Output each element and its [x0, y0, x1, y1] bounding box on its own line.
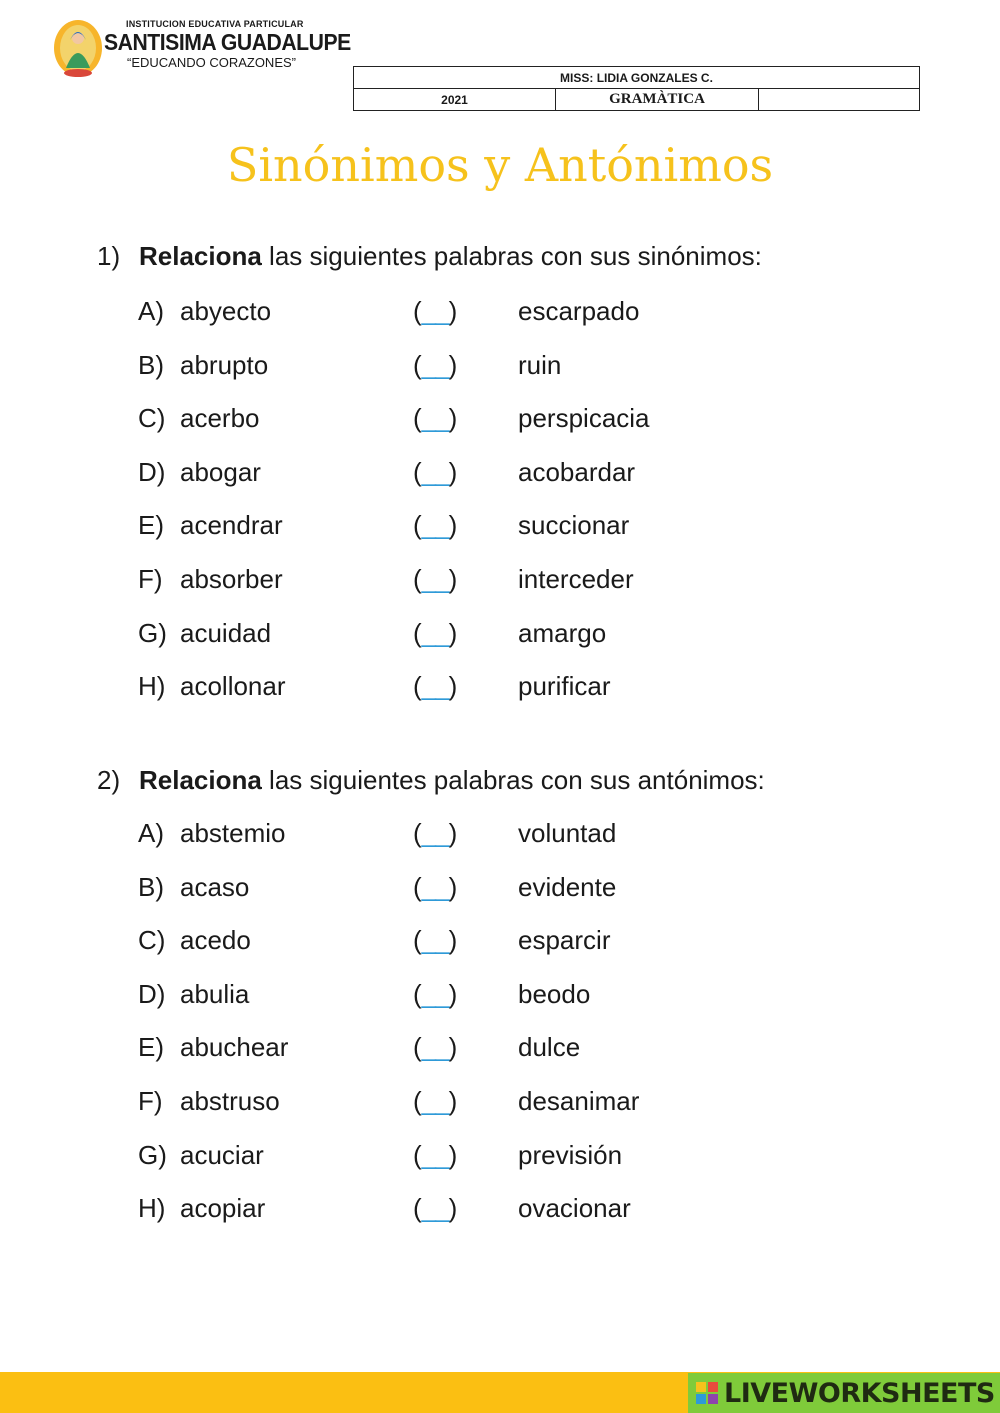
answer-blank[interactable]	[413, 872, 457, 903]
blank-line: __	[421, 456, 449, 487]
row-letter: F)	[138, 1085, 163, 1116]
answer-blank[interactable]	[413, 671, 457, 702]
blank-line: __	[421, 617, 449, 648]
answer-blank[interactable]	[413, 618, 457, 649]
row-option: ruin	[518, 349, 562, 380]
row-word: acopiar	[180, 1193, 266, 1224]
blank-close: )	[448, 925, 458, 956]
blank-open: (	[413, 1139, 422, 1170]
row-option: purificar	[518, 671, 611, 702]
liveworksheets-brand: LIVEWORKSHEETS	[724, 1377, 995, 1409]
question-text: las siguientes palabras con sus antónimos:	[261, 765, 765, 795]
row-word: abstemio	[180, 818, 286, 848]
answer-blank[interactable]	[413, 1086, 457, 1117]
blank-line: __	[421, 1139, 449, 1170]
answer-blank[interactable]	[413, 925, 457, 956]
blank-close: )	[448, 563, 458, 594]
answer-blank[interactable]	[413, 296, 457, 327]
match-row	[138, 818, 858, 872]
row-word: abulia	[180, 978, 250, 1009]
row-letter: A)	[138, 296, 164, 326]
match-row	[138, 1086, 858, 1140]
blank-line: __	[421, 563, 449, 594]
row-word: abrupto	[180, 349, 269, 380]
antonym-list	[138, 818, 858, 1247]
row-letter: D)	[138, 978, 166, 1009]
blank-open: (	[413, 671, 422, 702]
answer-blank[interactable]	[413, 350, 457, 381]
question-1	[97, 241, 762, 272]
row-letter: B)	[138, 871, 164, 902]
blank-close: )	[448, 456, 458, 487]
match-row	[138, 618, 858, 672]
match-row	[138, 1140, 858, 1194]
blank-line: __	[421, 871, 449, 902]
row-option: interceder	[518, 563, 634, 594]
row-letter: G)	[138, 1139, 167, 1170]
row-word: abuchear	[180, 1032, 289, 1063]
blank-close: )	[448, 1139, 458, 1170]
blank-open: (	[413, 349, 422, 380]
blank-close: )	[448, 818, 458, 848]
row-option: ovacionar	[518, 1193, 631, 1224]
liveworksheets-badge[interactable]	[688, 1373, 1000, 1413]
answer-blank[interactable]	[413, 818, 457, 849]
blank-open: (	[413, 1085, 422, 1116]
question-number: 2)	[97, 765, 121, 795]
answer-blank[interactable]	[413, 1140, 457, 1171]
match-row	[138, 872, 858, 926]
blank-close: )	[448, 978, 458, 1009]
row-word: acedo	[180, 925, 251, 956]
row-option: voluntad	[518, 818, 617, 848]
match-row	[138, 510, 858, 564]
header-info-table	[353, 66, 920, 111]
blank-close: )	[448, 671, 458, 702]
blank-open: (	[413, 1193, 422, 1224]
row-letter: E)	[138, 1032, 164, 1063]
answer-blank[interactable]	[413, 403, 457, 434]
blank-open: (	[413, 563, 422, 594]
blank-close: )	[448, 1032, 458, 1063]
blank-close: )	[448, 510, 458, 541]
school-type: INSTITUCION EDUCATIVA PARTICULAR	[126, 19, 304, 29]
row-letter: H)	[138, 1193, 166, 1224]
answer-blank[interactable]	[413, 979, 457, 1010]
blank-line: __	[421, 1085, 449, 1116]
match-row	[138, 925, 858, 979]
blank-open: (	[413, 818, 422, 848]
question-bold: Relaciona	[139, 765, 262, 795]
answer-blank[interactable]	[413, 1193, 457, 1224]
blank-open: (	[413, 510, 422, 541]
answer-blank[interactable]	[413, 1032, 457, 1063]
row-option: desanimar	[518, 1085, 640, 1116]
question-text: las siguientes palabras con sus sinónimos:	[261, 241, 762, 271]
blank-open: (	[413, 617, 422, 648]
synonym-list	[138, 296, 858, 725]
blank-line: __	[421, 1032, 449, 1063]
row-word: abyecto	[180, 296, 272, 326]
row-option: perspicacia	[518, 403, 650, 434]
blank-close: )	[448, 1193, 458, 1224]
match-row	[138, 296, 858, 350]
page-title: Sinónimos y Antónimos	[226, 138, 774, 192]
row-word: acerbo	[180, 403, 260, 434]
row-word: absorber	[180, 563, 283, 594]
row-word: acuciar	[180, 1139, 264, 1170]
blank-line: __	[421, 978, 449, 1009]
row-option: beodo	[518, 978, 591, 1009]
blank-line: __	[421, 818, 449, 848]
row-word: abogar	[180, 456, 261, 487]
question-number: 1)	[97, 241, 121, 271]
blank-line: __	[421, 296, 449, 326]
row-option: esparcir	[518, 925, 611, 956]
match-row	[138, 350, 858, 404]
blank-close: )	[448, 617, 458, 648]
blank-line: __	[421, 1193, 449, 1224]
answer-blank[interactable]	[413, 510, 457, 541]
match-row	[138, 403, 858, 457]
question-bold: Relaciona	[139, 241, 262, 271]
year-cell: 2021	[354, 89, 556, 111]
row-letter: G)	[138, 617, 167, 648]
blank-close: )	[448, 296, 458, 326]
row-option: acobardar	[518, 456, 636, 487]
row-word: acollonar	[180, 671, 286, 702]
blank-open: (	[413, 871, 422, 902]
question-2	[97, 765, 765, 796]
answer-blank[interactable]	[413, 564, 457, 595]
row-option: previsión	[518, 1139, 623, 1170]
row-option: escarpado	[518, 296, 640, 326]
empty-cell	[759, 89, 920, 111]
row-option: succionar	[518, 510, 630, 541]
blank-close: )	[448, 871, 458, 902]
row-letter: E)	[138, 510, 164, 541]
match-row	[138, 979, 858, 1033]
blank-open: (	[413, 925, 422, 956]
row-word: acaso	[180, 871, 250, 902]
match-row	[138, 671, 858, 725]
row-letter: C)	[138, 403, 166, 434]
row-option: amargo	[518, 617, 607, 648]
blank-open: (	[413, 978, 422, 1009]
row-word: abstruso	[180, 1085, 280, 1116]
blank-close: )	[448, 1085, 458, 1116]
school-name-block	[104, 18, 351, 71]
blank-open: (	[413, 403, 422, 434]
match-row	[138, 457, 858, 511]
match-row	[138, 1032, 858, 1086]
row-letter: F)	[138, 563, 163, 594]
blank-close: )	[448, 349, 458, 380]
match-row	[138, 564, 858, 618]
row-option: evidente	[518, 871, 617, 902]
row-letter: D)	[138, 456, 166, 487]
subject-cell: GRAMÀTICA	[556, 89, 759, 111]
blank-line: __	[421, 349, 449, 380]
row-letter: H)	[138, 671, 166, 702]
row-letter: A)	[138, 818, 164, 848]
row-word: acendrar	[180, 510, 283, 541]
school-logo-icon	[52, 18, 104, 78]
liveworksheets-logo-icon	[696, 1382, 718, 1404]
blank-line: __	[421, 403, 449, 434]
blank-line: __	[421, 510, 449, 541]
row-letter: C)	[138, 925, 166, 956]
blank-open: (	[413, 1032, 422, 1063]
teacher-cell: MISS: LIDIA GONZALES C.	[354, 67, 920, 89]
blank-open: (	[413, 456, 422, 487]
blank-line: __	[421, 925, 449, 956]
answer-blank[interactable]	[413, 457, 457, 488]
blank-close: )	[448, 403, 458, 434]
row-word: acuidad	[180, 617, 272, 648]
blank-line: __	[421, 671, 449, 702]
row-letter: B)	[138, 349, 164, 380]
row-option: dulce	[518, 1032, 581, 1063]
match-row	[138, 1193, 858, 1247]
blank-open: (	[413, 296, 422, 326]
school-motto: “EDUCANDO CORAZONES”	[126, 55, 296, 70]
school-name: SANTISIMA GUADALUPE	[104, 29, 351, 55]
